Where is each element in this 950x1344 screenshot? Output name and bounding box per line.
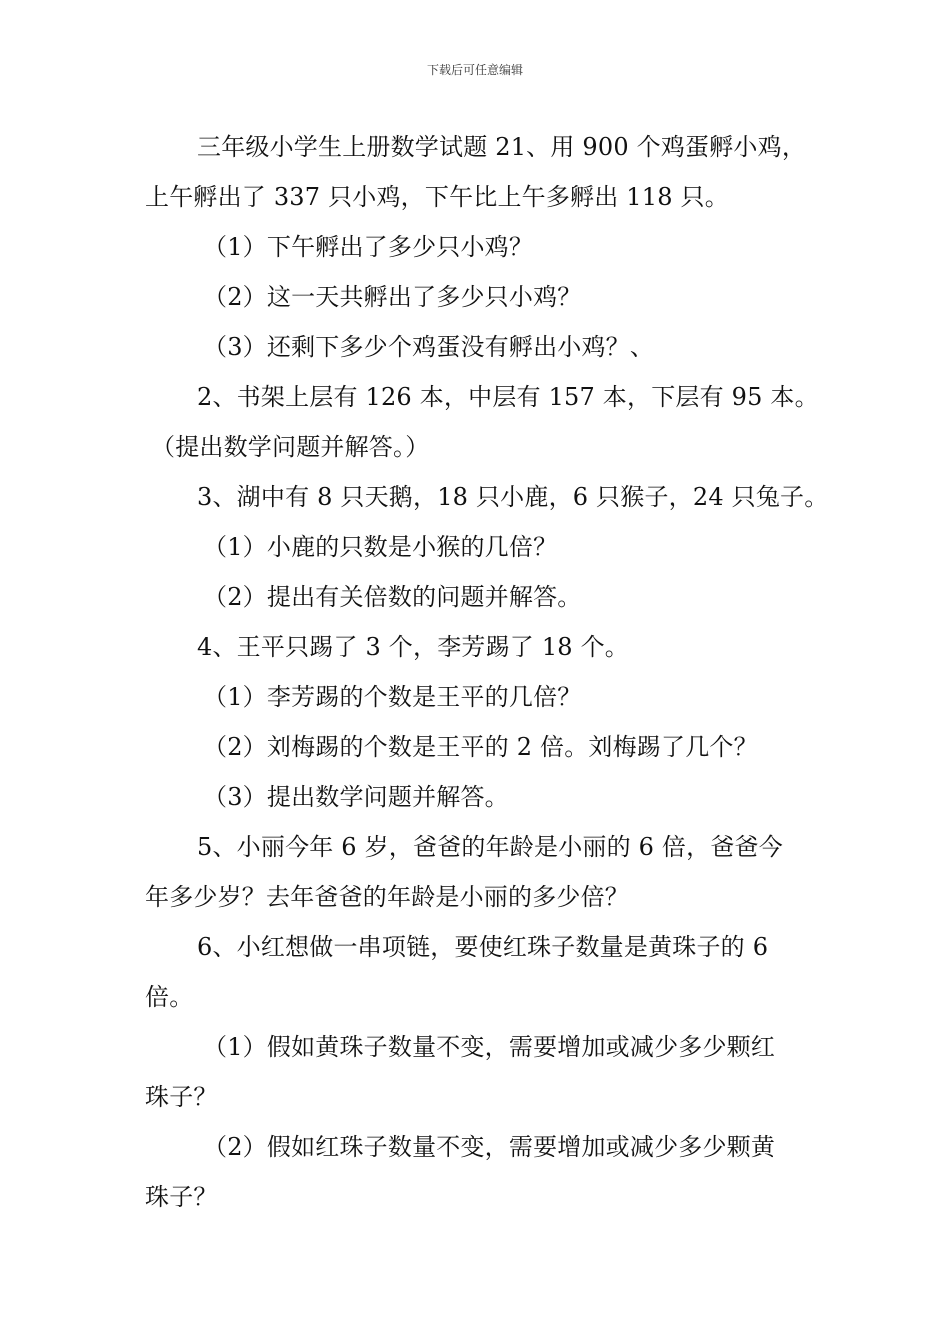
text-line: （1）假如黄珠子数量不变，需要增加或减少多少颗红 [203, 1033, 776, 1061]
text-line: 上午孵出了 337 只小鸡，下午比上午多孵出 118 只。 [145, 183, 729, 211]
text-line: 倍。 [145, 983, 194, 1011]
text-line: 年多少岁？去年爸爸的年龄是小丽的多少倍？ [145, 883, 629, 911]
text-line: 6、小红想做一串项链，要使红珠子数量是黄珠子的 6 [197, 933, 769, 961]
text-line: （2）刘梅踢的个数是王平的 2 倍。刘梅踢了几个？ [203, 733, 758, 761]
text-line: 2、书架上层有 126 本，中层有 157 本，下层有 95 本。 [197, 383, 819, 411]
text-line: 5、小丽今年 6 岁，爸爸的年龄是小丽的 6 倍，爸爸今 [197, 833, 783, 861]
text-line: 珠子？ [145, 1083, 218, 1111]
document-body [145, 122, 829, 1222]
text-line: 4、王平只踢了 3 个，李芳踢了 18 个。 [197, 633, 629, 661]
text-line: （1）李芳踢的个数是王平的几倍？ [203, 683, 582, 711]
text-line: （2）这一天共孵出了多少只小鸡？ [203, 283, 582, 311]
text-line: （2）提出有关倍数的问题并解答。 [203, 583, 582, 611]
text-line: （2）假如红珠子数量不变，需要增加或减少多少颗黄 [203, 1133, 776, 1161]
page-header: 下载后可任意编辑 [426, 63, 523, 77]
text-line: （3）还剩下多少个鸡蛋没有孵出小鸡？、 [203, 333, 655, 361]
text-line: （提出数学问题并解答。） [151, 433, 430, 461]
text-line: 3、湖中有 8 只天鹅，18 只小鹿，6 只猴子，24 只兔子。 [197, 483, 829, 511]
text-line: （3）提出数学问题并解答。 [203, 783, 509, 811]
text-line: 珠子？ [145, 1183, 218, 1211]
text-line: （1）下午孵出了多少只小鸡？ [203, 233, 534, 261]
text-line: 三年级小学生上册数学试题 21、用 900 个鸡蛋孵小鸡， [197, 133, 807, 161]
text-line: （1）小鹿的只数是小猴的几倍？ [203, 533, 558, 561]
